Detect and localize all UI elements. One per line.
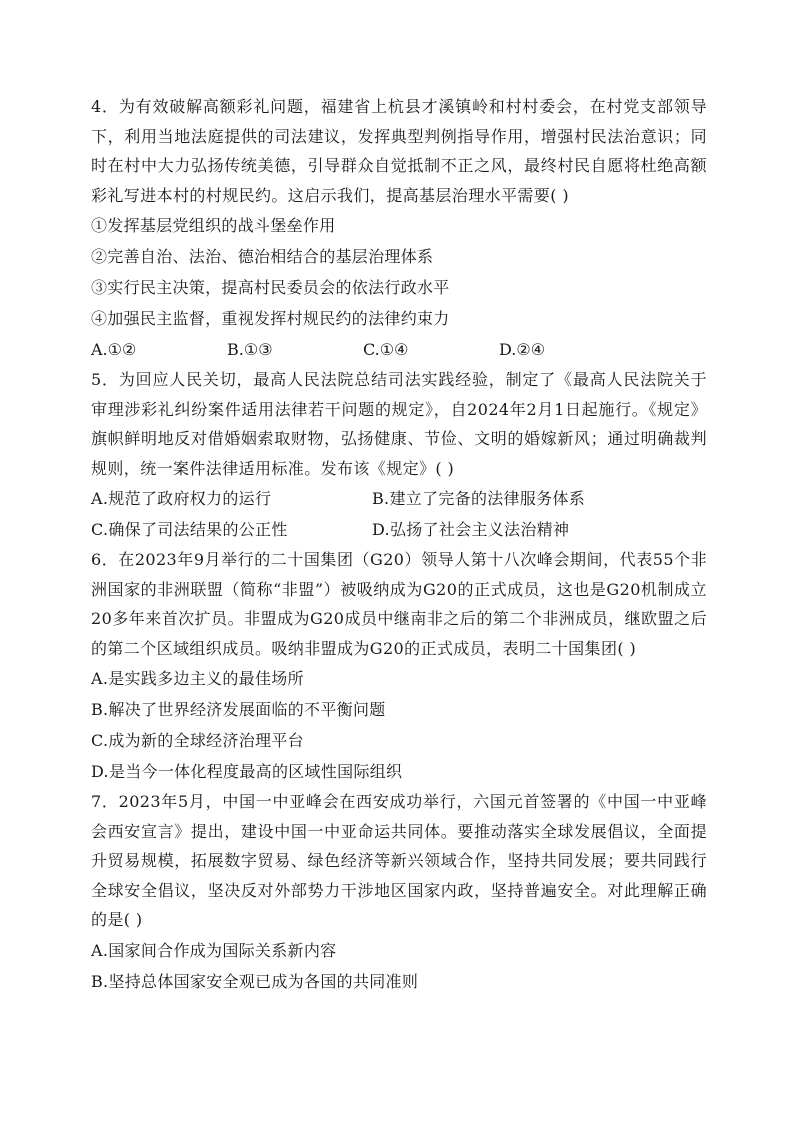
question-5-option-a[interactable]: A.规范了政府权力的运行 [91, 489, 272, 508]
question-6-option-d[interactable]: D.是当今一体化程度最高的区域性国际组织 [91, 762, 403, 781]
question-4-option-c[interactable]: C.①④ [363, 340, 409, 359]
question-6 [91, 545, 707, 787]
question-7 [91, 787, 707, 997]
question-6-option-b[interactable]: B.解决了世界经济发展面临的不平衡问题 [91, 700, 386, 719]
question-5-options-row-2 [91, 514, 707, 545]
question-5-option-b[interactable]: B.建立了完备的法律服务体系 [372, 489, 586, 508]
question-5-options-row-1 [91, 483, 707, 514]
question-7-option-a[interactable]: A.国家间合作成为国际关系新内容 [91, 940, 337, 960]
question-4-stem: 4．为有效破解高额彩礼问题，福建省上杭县才溪镇岭和村村委会，在村党支部领导下，利用当地法庭提供的司法建议，发挥典型判例指导作用，增强村民法治意识；同时在村中大力弘扬传统美德，引导群众自觉抵制不正之风，最终村民自愿将杜绝高额彩礼写进本村的村规民约。这启示我们，提高基层治理水平需要( ) [91, 97, 707, 205]
question-4-item-2: ②完善自治、法治、德治相结合的基层治理体系 [91, 247, 434, 266]
question-6-option-c[interactable]: C.成为新的全球经济治理平台 [91, 731, 304, 750]
question-4-item-4: ④加强民主监督，重视发挥村规民约的法律约束力 [91, 309, 450, 328]
question-5-stem: 5．为回应人民关切，最高人民法院总结司法实践经验，制定了《最高人民法院关于审理涉彩礼纠纷案件适用法律若干问题的规定》，自2024年2月1日起施行。《规定》旗帜鲜明地反对借婚姻索取财物，弘扬健康、节俭、文明的婚嫁新风；通过明确裁判规则，统一案件法律适用标准。发布该《规定》( ) [91, 370, 707, 478]
question-6-option-a[interactable]: A.是实践多边主义的最佳场所 [91, 669, 304, 688]
question-4-option-b[interactable]: B.①③ [227, 340, 273, 359]
question-4-item-3: ③实行民主决策，提高村民委员会的依法行政水平 [91, 278, 450, 297]
question-4-item-1: ①发挥基层党组织的战斗堡垒作用 [91, 216, 336, 235]
question-5-option-c[interactable]: C.确保了司法结果的公正性 [91, 520, 288, 539]
question-4-option-d[interactable]: D.②④ [499, 340, 546, 359]
exam-page [91, 92, 707, 997]
question-5-option-d[interactable]: D.弘扬了社会主义法治精神 [372, 520, 570, 539]
question-4 [91, 92, 707, 365]
question-5 [91, 365, 707, 545]
question-7-option-b[interactable]: B.坚持总体国家安全观已成为各国的共同准则 [91, 971, 419, 991]
question-7-stem: 7．2023年5月，中国一中亚峰会在西安成功举行，六国元首签署的《中国一中亚峰会西安宣言》提出，建设中国一中亚命运共同体。要推动落实全球发展倡议，全面提升贸易规模，拓展数字贸易、绿色经济等新兴领域合作，坚持共同发展；要共同践行全球安全倡议，坚决反对外部势力干涉地区国家内政，坚持普遍安全。对此理解正确的是( ) [91, 792, 707, 929]
question-4-options [91, 334, 707, 365]
question-6-stem: 6．在2023年9月举行的二十国集团（G20）领导人第十八次峰会期间，代表55个非洲国家的非洲联盟（简称“非盟”）被吸纳成为G20的正式成员，这也是G20机制成立20多年来首次扩员。非盟成为G20成员中继南非之后的第二个非洲成员，继欧盟之后的第二个区域组织成员。吸纳非盟成为G20的正式成员，表明二十国集团( ) [91, 550, 707, 658]
question-4-option-a[interactable]: A.①② [91, 340, 137, 359]
